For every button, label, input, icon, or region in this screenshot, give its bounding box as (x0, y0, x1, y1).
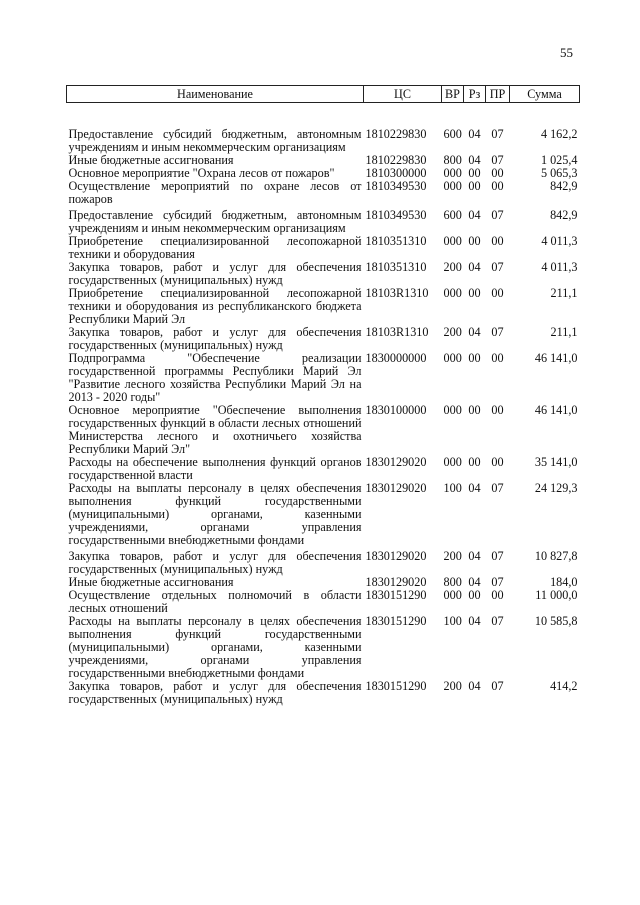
cell-pr: 00 (491, 179, 504, 193)
cell-cs: 1810300000 (365, 166, 427, 180)
cell-cs: 1810351310 (365, 234, 427, 248)
table-row (67, 482, 580, 547)
cell-vr: 800 (443, 575, 462, 589)
cell-rz: 04 (468, 153, 481, 167)
cell-vr: 200 (443, 260, 462, 274)
cell-sum: 4 162,2 (540, 127, 578, 141)
cell-sum: 46 141,0 (534, 351, 578, 365)
cell-pr: 00 (491, 234, 504, 248)
table-row (67, 103, 580, 155)
cell-name: Осуществление отдельных полномочий в области лесных отношений (68, 588, 362, 615)
table-row (67, 589, 580, 615)
cell-pr: 07 (491, 575, 504, 589)
cell-vr: 000 (443, 179, 462, 193)
cell-name: Расходы на выплаты персоналу в целях обеспечения выполнения функций государственными (муниципальными) органами, казенными учреждениями, органами управления государственными внебюджетными фондами (68, 614, 362, 680)
cell-rz: 00 (468, 403, 481, 417)
cell-sum: 10 585,8 (534, 614, 578, 628)
cell-rz: 00 (468, 351, 481, 365)
cell-name: Расходы на выплаты персоналу в целях обеспечения выполнения функций государственными (муниципальными) органами, казенными учреждениями, органами управления государственными внебюджетными фондами (68, 481, 362, 547)
cell-vr: 200 (443, 549, 462, 563)
cell-cs: 18103R1310 (365, 325, 429, 339)
cell-rz: 04 (468, 575, 481, 589)
cell-vr: 000 (443, 351, 462, 365)
cell-sum: 4 011,3 (541, 260, 578, 274)
cell-pr: 07 (491, 679, 504, 693)
cell-cs: 1830129020 (365, 575, 427, 589)
cell-vr: 000 (443, 588, 462, 602)
cell-vr: 600 (443, 127, 462, 141)
cell-cs: 1810349530 (365, 208, 427, 222)
cell-name: Закупка товаров, работ и услуг для обеспечения государственных (муниципальных) нужд (68, 325, 362, 352)
cell-cs: 1830151290 (365, 679, 427, 693)
header-pr: ПР (486, 86, 510, 103)
cell-rz: 04 (468, 549, 481, 563)
table-row (67, 615, 580, 680)
cell-rz: 00 (468, 166, 481, 180)
cell-sum: 35 141,0 (534, 455, 578, 469)
cell-vr: 200 (443, 679, 462, 693)
table-row (67, 404, 580, 456)
cell-name: Закупка товаров, работ и услуг для обеспечения государственных (муниципальных) нужд (68, 260, 362, 287)
cell-cs: 1810351310 (365, 260, 427, 274)
cell-vr: 000 (443, 234, 462, 248)
header-rz: Рз (464, 86, 486, 103)
cell-rz: 04 (468, 260, 481, 274)
cell-sum: 4 011,3 (541, 234, 578, 248)
cell-cs: 1830151290 (365, 588, 427, 602)
cell-sum: 211,1 (550, 286, 578, 300)
cell-pr: 00 (491, 351, 504, 365)
table-row (67, 180, 580, 206)
table-row (67, 235, 580, 261)
cell-sum: 842,9 (550, 179, 578, 193)
table-body (67, 103, 580, 707)
cell-cs: 1810229830 (365, 127, 427, 141)
cell-sum: 10 827,8 (534, 549, 578, 563)
cell-sum: 842,9 (550, 208, 578, 222)
cell-rz: 04 (468, 679, 481, 693)
cell-cs: 1830100000 (365, 403, 427, 417)
cell-cs: 1830000000 (365, 351, 427, 365)
header-cs: ЦС (364, 86, 442, 103)
table-row (67, 206, 580, 235)
header-name: Наименование (67, 86, 364, 103)
cell-rz: 04 (468, 208, 481, 222)
cell-sum: 184,0 (550, 575, 578, 589)
cell-vr: 000 (443, 166, 462, 180)
cell-name: Предоставление субсидий бюджетным, автономным учреждениям и иным некоммерческим организациям (68, 127, 362, 154)
cell-cs: 1830129020 (365, 549, 427, 563)
cell-name: Осуществление мероприятий по охране лесов от пожаров (68, 179, 362, 206)
cell-pr: 00 (491, 403, 504, 417)
budget-table (66, 85, 580, 706)
cell-vr: 800 (443, 153, 462, 167)
cell-pr: 07 (491, 127, 504, 141)
cell-vr: 000 (443, 403, 462, 417)
cell-vr: 100 (443, 614, 462, 628)
cell-pr: 00 (491, 455, 504, 469)
cell-pr: 00 (491, 166, 504, 180)
cell-cs: 1810349530 (365, 179, 427, 193)
cell-name: Закупка товаров, работ и услуг для обеспечения государственных (муниципальных) нужд (68, 679, 362, 706)
cell-name: Закупка товаров, работ и услуг для обеспечения государственных (муниципальных) нужд (68, 549, 362, 576)
cell-vr: 100 (443, 481, 462, 495)
cell-name: Основное мероприятие "Охрана лесов от пожаров" (68, 166, 335, 180)
cell-name: Приобретение специализированной лесопожарной техники и оборудования из республиканского бюджета Республики Марий Эл (68, 286, 362, 326)
cell-rz: 00 (468, 179, 481, 193)
table-row (67, 326, 580, 352)
cell-name: Приобретение специализированной лесопожарной техники и оборудования (68, 234, 362, 261)
cell-sum: 5 065,3 (540, 166, 578, 180)
cell-vr: 000 (443, 455, 462, 469)
cell-rz: 00 (468, 286, 481, 300)
cell-vr: 000 (443, 286, 462, 300)
cell-rz: 00 (468, 455, 481, 469)
cell-rz: 00 (468, 234, 481, 248)
cell-pr: 07 (491, 208, 504, 222)
table-row (67, 680, 580, 706)
cell-pr: 00 (491, 286, 504, 300)
cell-pr: 07 (491, 481, 504, 495)
table-header-row (67, 86, 580, 103)
header-sum: Сумма (510, 86, 580, 103)
cell-sum: 211,1 (550, 325, 578, 339)
table-row (67, 287, 580, 326)
cell-sum: 414,2 (550, 679, 578, 693)
page-number: 55 (560, 45, 573, 60)
cell-cs: 1830129020 (365, 481, 427, 495)
cell-name: Иные бюджетные ассигнования (68, 575, 234, 589)
cell-vr: 200 (443, 325, 462, 339)
cell-cs: 1830151290 (365, 614, 427, 628)
cell-cs: 1810229830 (365, 153, 427, 167)
cell-rz: 04 (468, 325, 481, 339)
cell-cs: 1830129020 (365, 455, 427, 469)
cell-sum: 24 129,3 (534, 481, 578, 495)
cell-name: Расходы на обеспечение выполнения функций органов государственной власти (68, 455, 362, 482)
table-row (67, 547, 580, 576)
cell-name: Подпрограмма "Обеспечение реализации государственной программы Республики Марий Эл "Развитие лесного хозяйства Республики Марий Эл на 2013 - 2020 годы" (68, 351, 362, 404)
table-row (67, 352, 580, 404)
cell-vr: 600 (443, 208, 462, 222)
cell-sum: 46 141,0 (534, 403, 578, 417)
cell-sum: 11 000,0 (535, 588, 578, 602)
cell-pr: 00 (491, 588, 504, 602)
table-row (67, 456, 580, 482)
cell-sum: 1 025,4 (540, 153, 578, 167)
cell-name: Предоставление субсидий бюджетным, автономным учреждениям и иным некоммерческим организациям (68, 208, 362, 235)
table-row (67, 261, 580, 287)
cell-pr: 07 (491, 549, 504, 563)
cell-pr: 07 (491, 325, 504, 339)
cell-rz: 04 (468, 481, 481, 495)
cell-pr: 07 (491, 153, 504, 167)
header-vr: ВР (442, 86, 464, 103)
cell-name: Иные бюджетные ассигнования (68, 153, 234, 167)
cell-rz: 04 (468, 614, 481, 628)
cell-rz: 04 (468, 127, 481, 141)
cell-pr: 07 (491, 614, 504, 628)
cell-pr: 07 (491, 260, 504, 274)
cell-name: Основное мероприятие "Обеспечение выполнения государственных функций в области лесных отношений Министерства лесного и охотничьего хозяйства Республики Марий Эл" (68, 403, 362, 456)
cell-cs: 18103R1310 (365, 286, 429, 300)
cell-rz: 00 (468, 588, 481, 602)
